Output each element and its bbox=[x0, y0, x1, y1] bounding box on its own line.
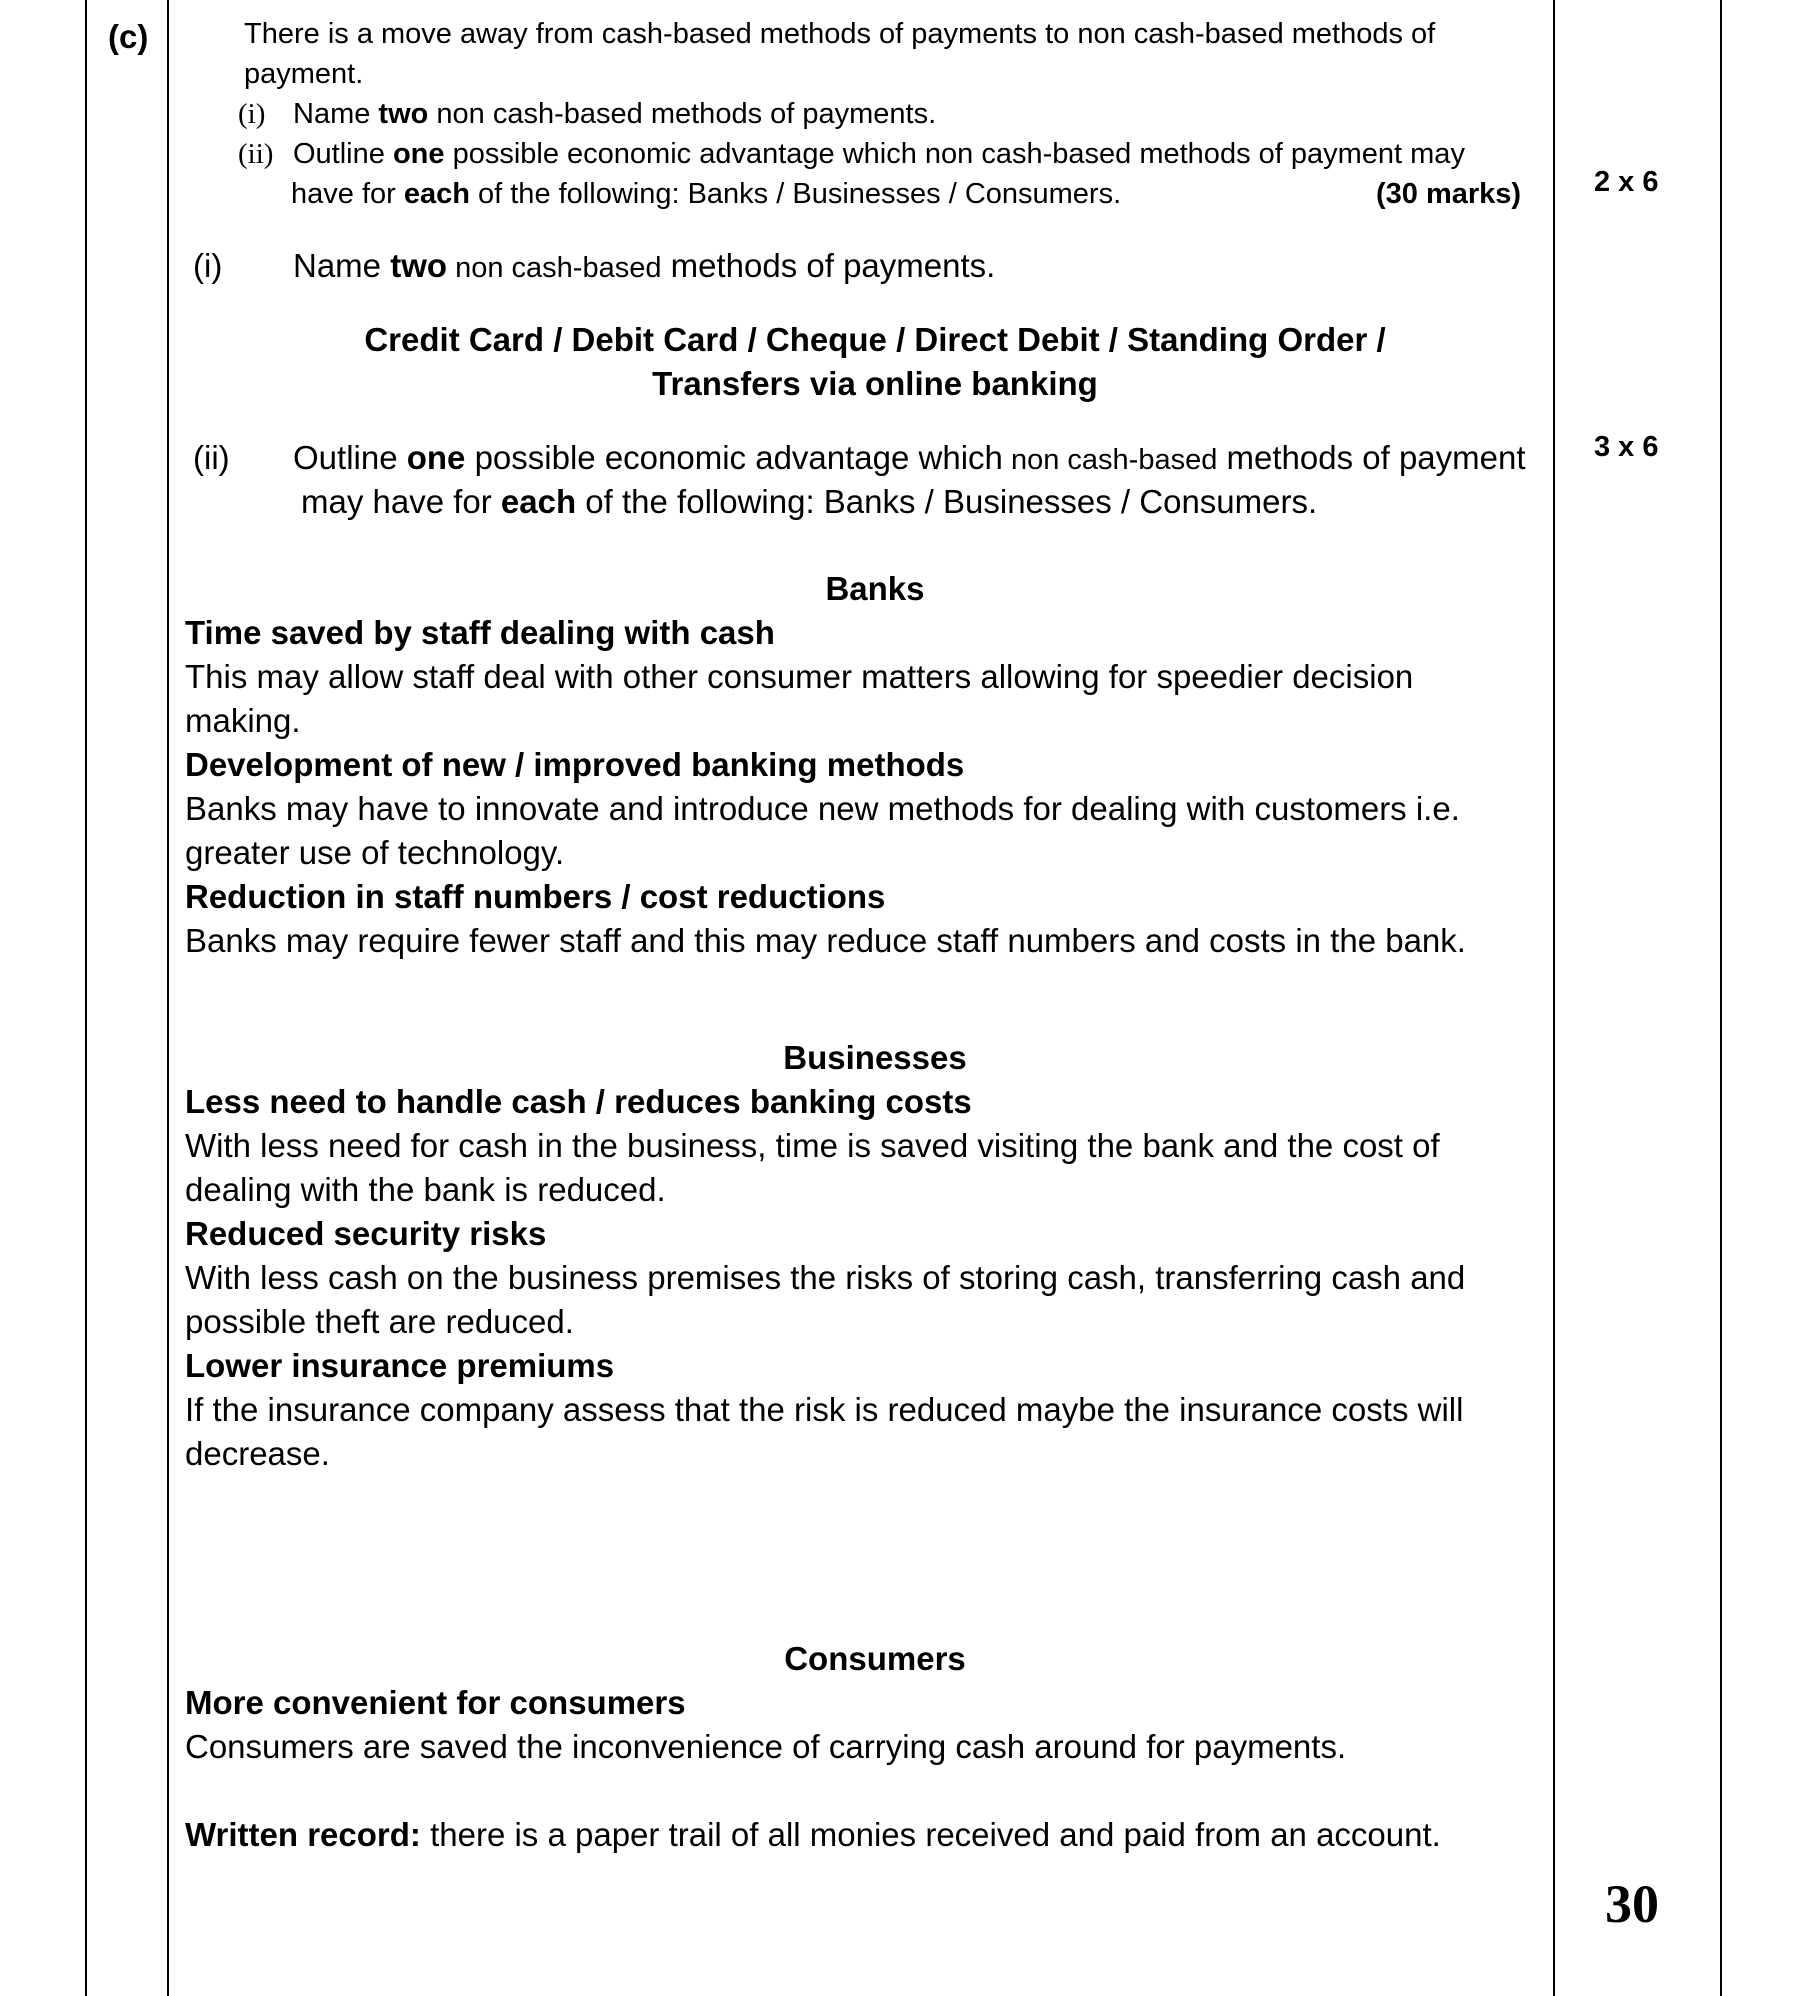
banks-point2-line1: Banks may have to innovate and introduce new methods for dealing with customers i.e. bbox=[185, 790, 1460, 827]
banks-point3-line1: Banks may require fewer staff and this may reduce staff numbers and costs in the bank. bbox=[185, 922, 1466, 959]
marking-scheme-3x6: 3 x 6 bbox=[1594, 431, 1659, 463]
consumers-heading: Consumers bbox=[784, 1640, 966, 1677]
businesses-point2-heading: Reduced security risks bbox=[185, 1215, 547, 1252]
banks-point1-line2: making. bbox=[185, 702, 301, 739]
businesses-point2-line1: With less cash on the business premises the risks of storing cash, transferring cash and bbox=[185, 1259, 1466, 1296]
businesses-heading: Businesses bbox=[783, 1039, 967, 1076]
banks-point2-heading: Development of new / improved banking methods bbox=[185, 746, 965, 783]
table-divider-marks bbox=[1553, 0, 1555, 1996]
part-ii-marker: (ii) bbox=[193, 439, 230, 476]
consumers-point2: Written record: there is a paper trail of all monies received and paid from an account. bbox=[185, 1816, 1441, 1853]
part-i-answer-line1: Credit Card / Debit Card / Cheque / Direct Debit / Standing Order / bbox=[364, 321, 1386, 358]
banks-point1-heading: Time saved by staff dealing with cash bbox=[185, 614, 775, 651]
table-border-right bbox=[1720, 0, 1722, 1996]
businesses-point2-line2: possible theft are reduced. bbox=[185, 1303, 574, 1340]
banks-heading: Banks bbox=[825, 570, 925, 607]
question-sub-i-marker: (i) bbox=[238, 98, 266, 130]
question-marks: (30 marks) bbox=[1376, 178, 1522, 210]
banks-point2-line2: greater use of technology. bbox=[185, 834, 565, 871]
part-i-marker: (i) bbox=[193, 247, 223, 284]
consumers-point1-line1: Consumers are saved the inconvenience of carrying cash around for payments. bbox=[185, 1728, 1347, 1765]
businesses-point3-line1: If the insurance company assess that the risk is reduced maybe the insurance costs will bbox=[185, 1391, 1464, 1428]
banks-point1-line1: This may allow staff deal with other consumer matters allowing for speedier decision bbox=[185, 658, 1414, 695]
businesses-point3-line2: decrease. bbox=[185, 1435, 330, 1472]
total-marks: 30 bbox=[1605, 1874, 1659, 1934]
table-divider-label bbox=[167, 0, 169, 1996]
question-sub-ii-text-line2: have for each of the following: Banks / Businesses / Consumers. bbox=[291, 178, 1122, 210]
part-ii-text-line2: may have for each of the following: Banks / Businesses / Consumers. bbox=[301, 483, 1318, 520]
question-sub-ii-text: Outline one possible economic advantage which non cash-based methods of payment may bbox=[293, 138, 1465, 170]
question-intro-line1: There is a move away from cash-based methods of payments to non cash-based methods of bbox=[244, 18, 1436, 50]
marking-scheme-2x6: 2 x 6 bbox=[1594, 166, 1659, 198]
part-i-text: Name two non cash-based methods of payments. bbox=[293, 247, 996, 284]
businesses-point1-heading: Less need to handle cash / reduces banking costs bbox=[185, 1083, 972, 1120]
consumers-point1-heading: More convenient for consumers bbox=[185, 1684, 686, 1721]
businesses-point1-line2: dealing with the bank is reduced. bbox=[185, 1171, 666, 1208]
question-label: (c) bbox=[108, 18, 149, 55]
question-sub-ii-marker: (ii) bbox=[238, 138, 274, 170]
businesses-point3-heading: Lower insurance premiums bbox=[185, 1347, 615, 1384]
part-ii-text: Outline one possible economic advantage which non cash-based methods of payment bbox=[293, 439, 1526, 476]
part-i-answer-line2: Transfers via online banking bbox=[652, 365, 1098, 402]
businesses-point1-line1: With less need for cash in the business, time is saved visiting the bank and the cost of bbox=[185, 1127, 1440, 1164]
banks-point3-heading: Reduction in staff numbers / cost reductions bbox=[185, 878, 886, 915]
question-intro-line2: payment. bbox=[244, 58, 364, 90]
table-border-left bbox=[85, 0, 87, 1996]
question-sub-i-text: Name two non cash-based methods of payments. bbox=[293, 98, 937, 130]
